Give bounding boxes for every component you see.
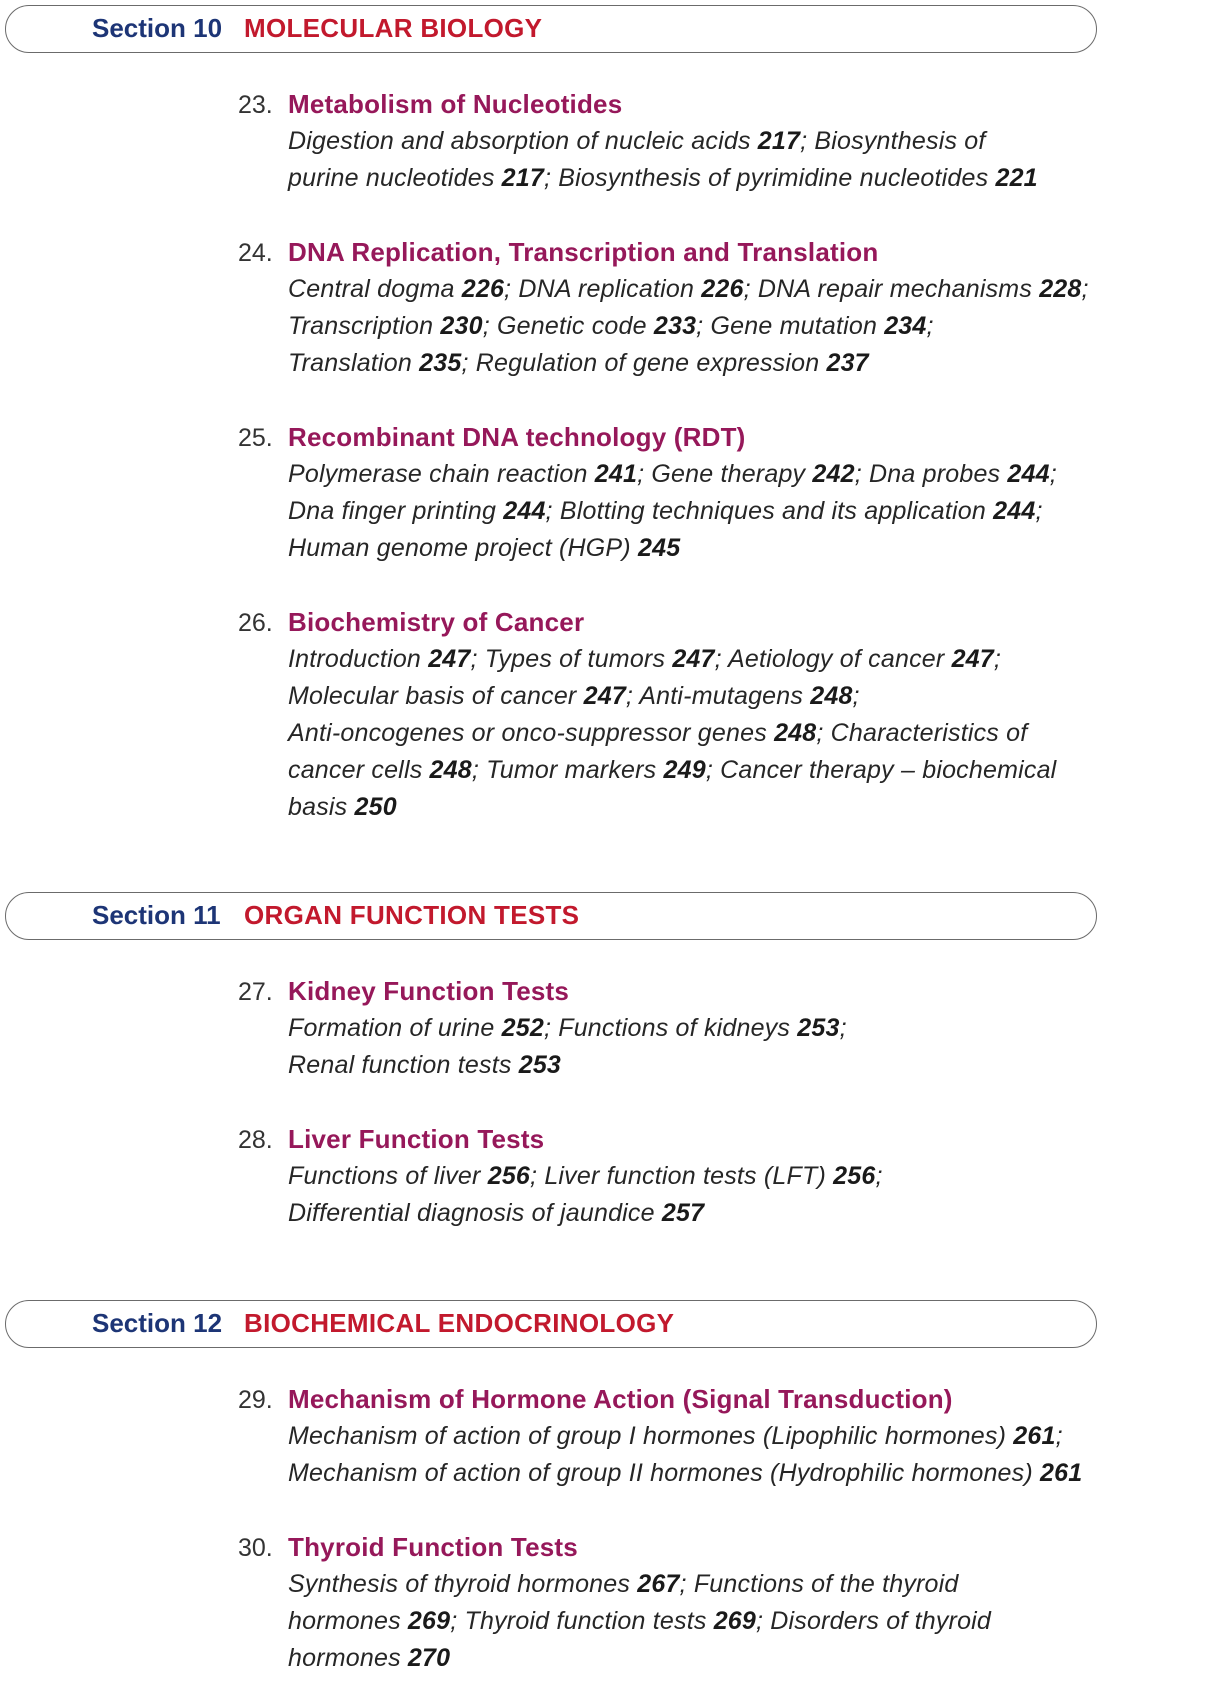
page-number: 247 — [583, 682, 626, 710]
page-number: 256 — [833, 1162, 876, 1190]
topic-text: Mechanism of action of group I hormones (Lipophilic hormones) — [288, 1422, 1014, 1450]
topic-text: Dna finger printing — [288, 497, 504, 525]
page-number: 226 — [461, 275, 505, 303]
topic-text: cancer cells — [288, 756, 430, 784]
topic-text: ; Genetic code — [482, 312, 654, 340]
topic-line — [288, 1603, 1198, 1640]
topic-line — [288, 308, 1198, 345]
topic-line — [288, 752, 1198, 789]
page-number: 257 — [661, 1199, 705, 1227]
topic-line — [288, 530, 1198, 567]
chapter-title[interactable]: Liver Function Tests — [288, 1124, 545, 1154]
topic-text: ; DNA repair mechanisms — [743, 275, 1040, 303]
section-header — [5, 1300, 1097, 1348]
topic-line — [288, 1455, 1198, 1492]
topic-text: Differential diagnosis of jaundice — [288, 1199, 662, 1227]
chapter-topics — [288, 271, 1198, 382]
topic-text: ; — [875, 1162, 883, 1190]
page-number: 261 — [1040, 1459, 1083, 1487]
topic-text: ; Aetiology of cancer — [714, 645, 952, 673]
topic-text: Synthesis of thyroid hormones — [288, 1570, 638, 1598]
chapter-number: 25. — [238, 424, 273, 452]
topic-text: ; Biosynthesis of pyrimidine nucleotides — [543, 164, 996, 192]
chapter-entry[interactable] — [238, 1121, 1198, 1232]
topic-text: Polymerase chain reaction — [288, 460, 595, 488]
topic-line — [288, 641, 1198, 678]
topic-line — [288, 160, 1198, 197]
topic-text: ; — [1055, 1422, 1063, 1450]
topic-line — [288, 1047, 1198, 1084]
chapter-number: 27. — [238, 978, 273, 1006]
topic-line — [288, 1418, 1198, 1455]
topic-text: ; Biosynthesis of — [800, 127, 986, 155]
topic-line — [288, 1566, 1198, 1603]
topic-text: Transcription — [288, 312, 441, 340]
page-number: 230 — [440, 312, 483, 340]
chapter-title[interactable]: Metabolism of Nucleotides — [288, 89, 623, 119]
topic-text: ; Thyroid function tests — [450, 1607, 714, 1635]
topic-text: ; Gene mutation — [696, 312, 885, 340]
page-number: 249 — [663, 756, 706, 784]
chapter-topics — [288, 123, 1198, 197]
page-number: 248 — [429, 756, 472, 784]
chapter-topics — [288, 1158, 1198, 1232]
chapter-entry[interactable] — [238, 973, 1198, 1084]
topic-line — [288, 1010, 1198, 1047]
topic-text: Central dogma — [288, 275, 462, 303]
topic-text: ; Types of tumors — [470, 645, 673, 673]
page-number: 233 — [653, 312, 697, 340]
topic-text: Anti-oncogenes or onco-suppressor genes — [288, 719, 775, 747]
chapter-topics — [288, 1566, 1198, 1677]
chapter-entry[interactable] — [238, 1381, 1198, 1492]
topic-line — [288, 678, 1198, 715]
page-number: 267 — [637, 1570, 680, 1598]
page-number: 245 — [637, 534, 681, 562]
topic-text: Mechanism of action of group II hormones (Hydrophilic hormones) — [288, 1459, 1041, 1487]
page-number: 237 — [826, 349, 869, 377]
section-label: Section 12 — [92, 1308, 223, 1338]
page-number: 252 — [501, 1014, 544, 1042]
topic-text: ; Anti-mutagens — [625, 682, 811, 710]
topic-text: ; — [926, 312, 934, 340]
topic-text: ; Functions of the thyroid — [679, 1570, 959, 1598]
topic-text: ; Characteristics of — [816, 719, 1028, 747]
section-title: BIOCHEMICAL ENDOCRINOLOGY — [244, 1308, 675, 1338]
chapter-title[interactable]: Kidney Function Tests — [288, 976, 570, 1006]
topic-line — [288, 1195, 1198, 1232]
chapter-entry[interactable] — [238, 86, 1198, 197]
page-number: 242 — [812, 460, 855, 488]
page-number: 247 — [951, 645, 994, 673]
page-number: 248 — [810, 682, 853, 710]
page-number: 261 — [1013, 1422, 1056, 1450]
page-number: 269 — [407, 1607, 451, 1635]
page-number: 256 — [487, 1162, 531, 1190]
section-label: Section 10 — [92, 13, 223, 43]
topic-line — [288, 271, 1198, 308]
chapter-title[interactable]: DNA Replication, Transcription and Translation — [288, 237, 879, 267]
section-title: ORGAN FUNCTION TESTS — [244, 900, 580, 930]
topic-line — [288, 123, 1198, 160]
topic-text: ; Liver function tests (LFT) — [530, 1162, 834, 1190]
topic-text: ; Dna probes — [854, 460, 1008, 488]
page-number: 250 — [354, 793, 397, 821]
chapter-topics — [288, 1010, 1198, 1084]
topic-text: ; Tumor markers — [471, 756, 664, 784]
section-header — [5, 892, 1097, 940]
topic-line — [288, 345, 1198, 382]
section-header — [5, 5, 1097, 53]
topic-text: basis — [288, 793, 355, 821]
topic-text: ; — [993, 645, 1002, 673]
chapter-entry[interactable] — [238, 234, 1198, 382]
topic-text: ; — [1081, 275, 1089, 303]
page-number: 247 — [428, 645, 471, 673]
chapter-entry[interactable] — [238, 604, 1198, 826]
topic-text: ; Gene therapy — [637, 460, 813, 488]
chapter-topics — [288, 1418, 1198, 1492]
page-number: 253 — [797, 1014, 840, 1042]
page-number: 241 — [594, 460, 638, 488]
page-number: 269 — [713, 1607, 756, 1635]
page-number: 248 — [774, 719, 817, 747]
page-number: 253 — [518, 1051, 562, 1079]
topic-text: ; — [1049, 460, 1057, 488]
page-number: 270 — [407, 1644, 451, 1672]
topic-line — [288, 715, 1198, 752]
topic-text: Molecular basis of cancer — [288, 682, 584, 710]
page-number: 228 — [1039, 275, 1082, 303]
chapter-entry[interactable] — [238, 419, 1198, 567]
section-label: Section 11 — [92, 900, 221, 930]
page-number: 226 — [701, 275, 744, 303]
topic-text: hormones — [288, 1644, 408, 1672]
topic-text: ; Disorders of thyroid — [756, 1607, 992, 1635]
topic-line — [288, 1640, 1198, 1677]
chapter-title[interactable]: Thyroid Function Tests — [288, 1532, 578, 1562]
topic-text: Translation — [288, 349, 420, 377]
chapter-number: 26. — [238, 609, 273, 637]
topic-text: Renal function tests — [288, 1051, 519, 1079]
topic-line — [288, 1158, 1198, 1195]
topic-text: ; DNA replication — [504, 275, 702, 303]
topic-text: Formation of urine — [288, 1014, 502, 1042]
chapter-number: 24. — [238, 239, 273, 267]
chapter-title[interactable]: Biochemistry of Cancer — [288, 607, 585, 637]
page-number: 244 — [1007, 460, 1050, 488]
topic-text: ; Functions of kidneys — [543, 1014, 798, 1042]
topic-text: ; Regulation of gene expression — [461, 349, 827, 377]
topic-line — [288, 493, 1198, 530]
chapter-topics — [288, 641, 1198, 826]
topic-text: Human genome project (HGP) — [288, 534, 638, 562]
topic-text: purine nucleotides — [288, 164, 502, 192]
page-number: 221 — [995, 164, 1038, 192]
topic-text: ; Cancer therapy – biochemical — [705, 756, 1057, 784]
chapter-number: 30. — [238, 1534, 273, 1562]
topic-text: ; — [1035, 497, 1043, 525]
page-number: 217 — [757, 127, 801, 155]
chapter-title[interactable]: Mechanism of Hormone Action (Signal Transduction) — [288, 1384, 953, 1414]
topic-text: hormones — [288, 1607, 408, 1635]
chapter-topics — [288, 456, 1198, 567]
page-number: 244 — [993, 497, 1036, 525]
topic-text: ; Blotting techniques and its application — [545, 497, 994, 525]
chapter-number: 29. — [238, 1386, 273, 1414]
chapter-title[interactable]: Recombinant DNA technology (RDT) — [288, 422, 746, 452]
topic-text: Digestion and absorption of nucleic acids — [288, 127, 758, 155]
chapter-entry[interactable] — [238, 1529, 1198, 1677]
topic-text: ; — [852, 682, 860, 710]
page-number: 235 — [419, 349, 462, 377]
topic-text: Introduction — [288, 645, 429, 673]
topic-line — [288, 789, 1198, 826]
section-title: MOLECULAR BIOLOGY — [244, 13, 543, 43]
page-number: 247 — [672, 645, 715, 673]
topic-text: ; — [839, 1014, 847, 1042]
topic-text: Functions of liver — [288, 1162, 488, 1190]
page-number: 234 — [884, 312, 927, 340]
page-number: 244 — [503, 497, 546, 525]
chapter-number: 23. — [238, 91, 273, 119]
chapter-number: 28. — [238, 1126, 273, 1154]
page-number: 217 — [501, 164, 544, 192]
topic-line — [288, 456, 1198, 493]
